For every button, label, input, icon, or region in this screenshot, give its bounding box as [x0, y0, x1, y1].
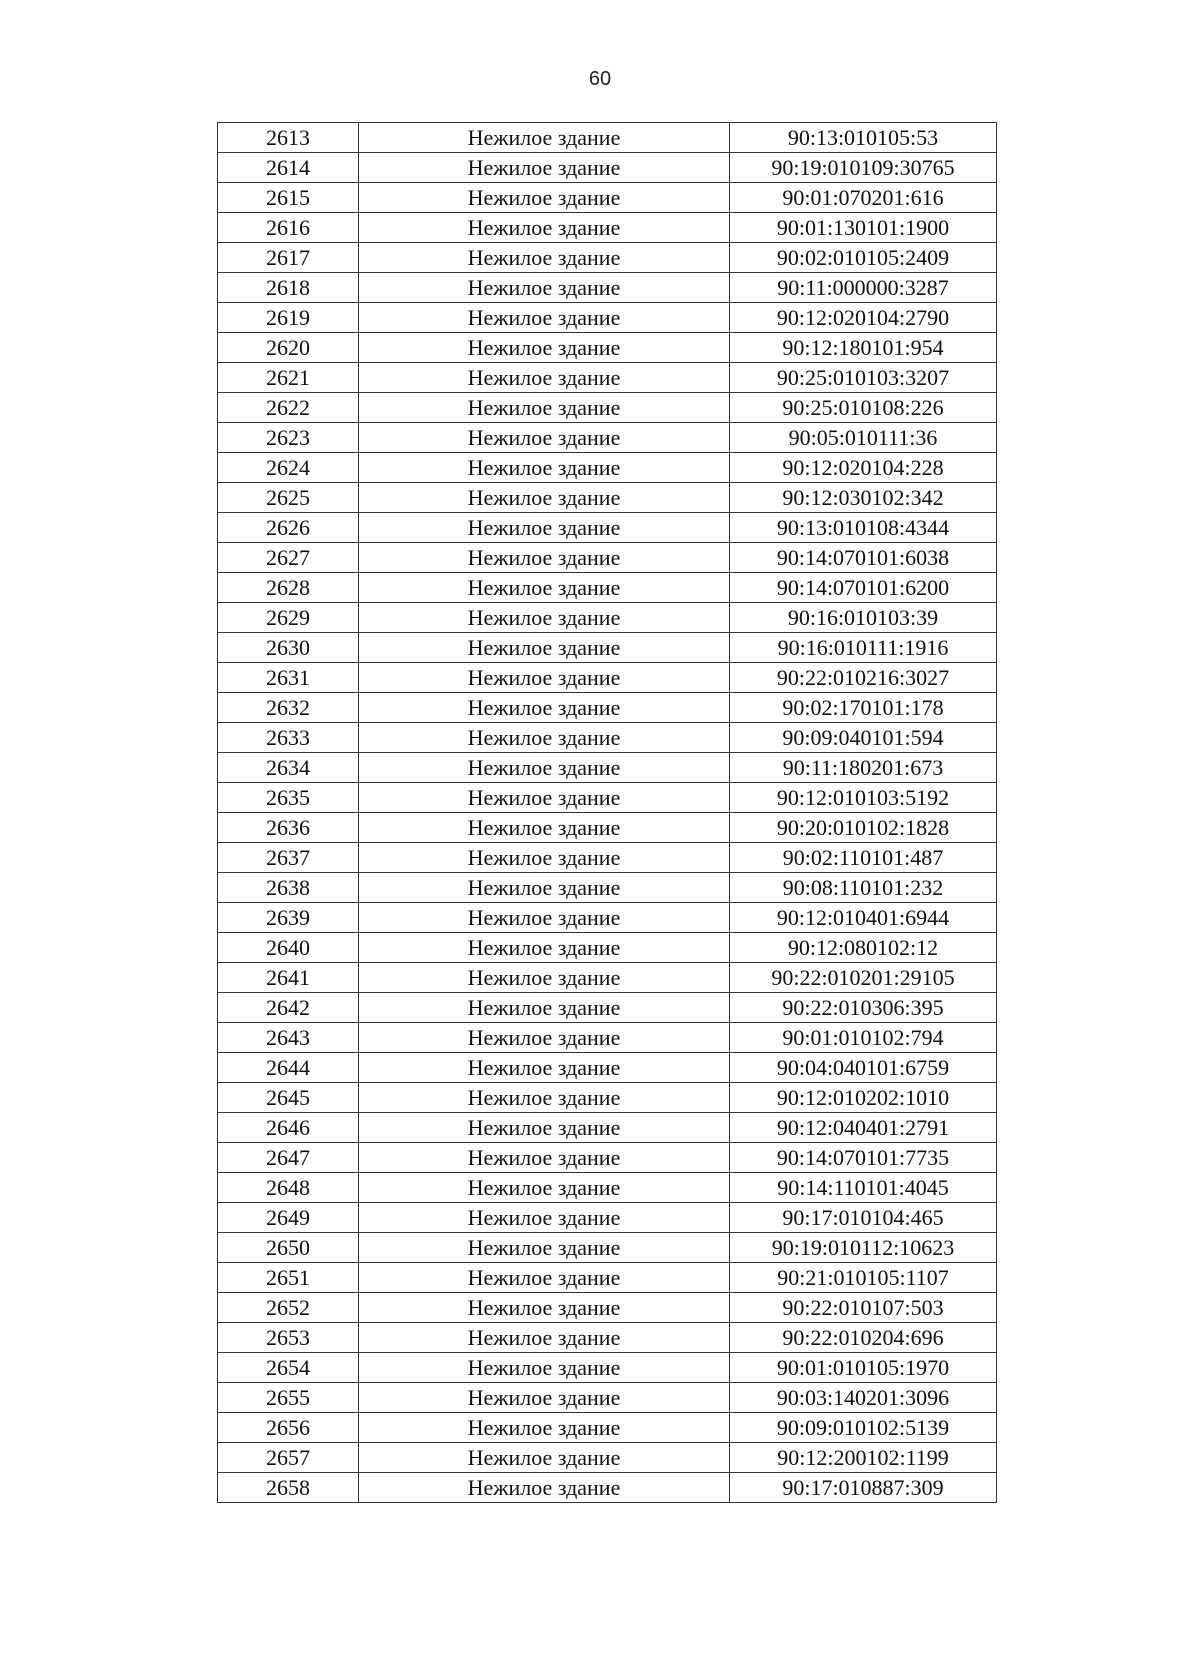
cadastral-number-cell: 90:22:010201:29105 [730, 963, 997, 993]
row-number-cell: 2630 [218, 633, 359, 663]
cadastral-number-cell: 90:22:010306:395 [730, 993, 997, 1023]
row-number-cell: 2634 [218, 753, 359, 783]
table-row [218, 1353, 997, 1383]
table-row [218, 363, 997, 393]
cadastral-number-cell: 90:12:020104:2790 [730, 303, 997, 333]
table-row [218, 243, 997, 273]
row-number-cell: 2642 [218, 993, 359, 1023]
object-type-cell: Нежилое здание [359, 393, 730, 423]
row-number-cell: 2653 [218, 1323, 359, 1353]
row-number-cell: 2654 [218, 1353, 359, 1383]
object-type-cell: Нежилое здание [359, 813, 730, 843]
table-row [218, 1233, 997, 1263]
object-type-cell: Нежилое здание [359, 1113, 730, 1143]
table-row [218, 1413, 997, 1443]
table-row [218, 153, 997, 183]
cadastral-number-cell: 90:12:040401:2791 [730, 1113, 997, 1143]
cadastral-number-cell: 90:05:010111:36 [730, 423, 997, 453]
object-type-cell: Нежилое здание [359, 633, 730, 663]
object-type-cell: Нежилое здание [359, 513, 730, 543]
table-row [218, 993, 997, 1023]
cadastral-number-cell: 90:12:020104:228 [730, 453, 997, 483]
object-type-cell: Нежилое здание [359, 453, 730, 483]
table-row [218, 753, 997, 783]
table-row [218, 1323, 997, 1353]
table-row [218, 1383, 997, 1413]
object-type-cell: Нежилое здание [359, 1293, 730, 1323]
table-body [218, 123, 997, 1503]
table-row [218, 1473, 997, 1503]
row-number-cell: 2625 [218, 483, 359, 513]
row-number-cell: 2643 [218, 1023, 359, 1053]
cadastral-number-cell: 90:04:040101:6759 [730, 1053, 997, 1083]
object-type-cell: Нежилое здание [359, 1053, 730, 1083]
row-number-cell: 2640 [218, 933, 359, 963]
cadastral-number-cell: 90:02:170101:178 [730, 693, 997, 723]
object-type-cell: Нежилое здание [359, 1473, 730, 1503]
cadastral-number-cell: 90:19:010112:10623 [730, 1233, 997, 1263]
row-number-cell: 2639 [218, 903, 359, 933]
cadastral-number-cell: 90:14:070101:7735 [730, 1143, 997, 1173]
cadastral-number-cell: 90:21:010105:1107 [730, 1263, 997, 1293]
table-row [218, 723, 997, 753]
table-row [218, 873, 997, 903]
object-type-cell: Нежилое здание [359, 573, 730, 603]
cadastral-number-cell: 90:11:000000:3287 [730, 273, 997, 303]
table-row [218, 783, 997, 813]
row-number-cell: 2649 [218, 1203, 359, 1233]
row-number-cell: 2617 [218, 243, 359, 273]
object-type-cell: Нежилое здание [359, 693, 730, 723]
cadastral-number-cell: 90:20:010102:1828 [730, 813, 997, 843]
row-number-cell: 2645 [218, 1083, 359, 1113]
row-number-cell: 2655 [218, 1383, 359, 1413]
table-row [218, 303, 997, 333]
cadastral-number-cell: 90:01:010102:794 [730, 1023, 997, 1053]
row-number-cell: 2616 [218, 213, 359, 243]
cadastral-number-cell: 90:01:070201:616 [730, 183, 997, 213]
row-number-cell: 2658 [218, 1473, 359, 1503]
object-type-cell: Нежилое здание [359, 123, 730, 153]
row-number-cell: 2651 [218, 1263, 359, 1293]
table-row [218, 333, 997, 363]
object-type-cell: Нежилое здание [359, 243, 730, 273]
cadastral-number-cell: 90:01:130101:1900 [730, 213, 997, 243]
table-row [218, 843, 997, 873]
table-row [218, 603, 997, 633]
cadastral-number-cell: 90:02:110101:487 [730, 843, 997, 873]
cadastral-number-cell: 90:09:040101:594 [730, 723, 997, 753]
row-number-cell: 2618 [218, 273, 359, 303]
cadastral-number-cell: 90:22:010107:503 [730, 1293, 997, 1323]
object-type-cell: Нежилое здание [359, 1413, 730, 1443]
object-type-cell: Нежилое здание [359, 1263, 730, 1293]
object-type-cell: Нежилое здание [359, 1353, 730, 1383]
object-type-cell: Нежилое здание [359, 333, 730, 363]
table-row [218, 183, 997, 213]
row-number-cell: 2613 [218, 123, 359, 153]
object-type-cell: Нежилое здание [359, 843, 730, 873]
cadastral-number-cell: 90:01:010105:1970 [730, 1353, 997, 1383]
cadastral-number-cell: 90:12:080102:12 [730, 933, 997, 963]
cadastral-number-cell: 90:25:010108:226 [730, 393, 997, 423]
cadastral-number-cell: 90:09:010102:5139 [730, 1413, 997, 1443]
table-row [218, 393, 997, 423]
row-number-cell: 2622 [218, 393, 359, 423]
cadastral-number-cell: 90:16:010103:39 [730, 603, 997, 633]
object-type-cell: Нежилое здание [359, 363, 730, 393]
row-number-cell: 2636 [218, 813, 359, 843]
cadastral-number-cell: 90:12:180101:954 [730, 333, 997, 363]
object-type-cell: Нежилое здание [359, 1383, 730, 1413]
object-type-cell: Нежилое здание [359, 273, 730, 303]
table-row [218, 1443, 997, 1473]
row-number-cell: 2648 [218, 1173, 359, 1203]
table-row [218, 273, 997, 303]
row-number-cell: 2619 [218, 303, 359, 333]
row-number-cell: 2644 [218, 1053, 359, 1083]
object-type-cell: Нежилое здание [359, 1323, 730, 1353]
table-row [218, 693, 997, 723]
object-type-cell: Нежилое здание [359, 423, 730, 453]
cadastral-number-cell: 90:12:030102:342 [730, 483, 997, 513]
cadastral-number-cell: 90:19:010109:30765 [730, 153, 997, 183]
object-type-cell: Нежилое здание [359, 213, 730, 243]
cadastral-number-cell: 90:03:140201:3096 [730, 1383, 997, 1413]
object-type-cell: Нежилое здание [359, 723, 730, 753]
row-number-cell: 2624 [218, 453, 359, 483]
row-number-cell: 2628 [218, 573, 359, 603]
row-number-cell: 2657 [218, 1443, 359, 1473]
object-type-cell: Нежилое здание [359, 783, 730, 813]
cadastral-number-cell: 90:02:010105:2409 [730, 243, 997, 273]
cadastral-number-cell: 90:14:070101:6200 [730, 573, 997, 603]
table-row [218, 1173, 997, 1203]
table-row [218, 483, 997, 513]
table-row [218, 123, 997, 153]
object-type-cell: Нежилое здание [359, 603, 730, 633]
row-number-cell: 2638 [218, 873, 359, 903]
table-row [218, 903, 997, 933]
object-type-cell: Нежилое здание [359, 963, 730, 993]
table-row [218, 1143, 997, 1173]
row-number-cell: 2656 [218, 1413, 359, 1443]
table-row [218, 1293, 997, 1323]
table-row [218, 813, 997, 843]
object-type-cell: Нежилое здание [359, 933, 730, 963]
row-number-cell: 2615 [218, 183, 359, 213]
cadastral-number-cell: 90:17:010887:309 [730, 1473, 997, 1503]
cadastral-number-cell: 90:13:010105:53 [730, 123, 997, 153]
object-type-cell: Нежилое здание [359, 1203, 730, 1233]
object-type-cell: Нежилое здание [359, 663, 730, 693]
table-row [218, 1203, 997, 1233]
table-row [218, 663, 997, 693]
table-row [218, 633, 997, 663]
row-number-cell: 2614 [218, 153, 359, 183]
table-row [218, 513, 997, 543]
object-type-cell: Нежилое здание [359, 1443, 730, 1473]
cadastral-number-cell: 90:08:110101:232 [730, 873, 997, 903]
row-number-cell: 2641 [218, 963, 359, 993]
row-number-cell: 2633 [218, 723, 359, 753]
row-number-cell: 2650 [218, 1233, 359, 1263]
object-type-cell: Нежилое здание [359, 903, 730, 933]
table-row [218, 543, 997, 573]
cadastral-number-cell: 90:12:010103:5192 [730, 783, 997, 813]
row-number-cell: 2646 [218, 1113, 359, 1143]
table-row [218, 1023, 997, 1053]
object-type-cell: Нежилое здание [359, 303, 730, 333]
object-type-cell: Нежилое здание [359, 483, 730, 513]
table-row [218, 213, 997, 243]
cadastral-number-cell: 90:12:010401:6944 [730, 903, 997, 933]
table-row [218, 423, 997, 453]
table-row [218, 1083, 997, 1113]
table-row [218, 933, 997, 963]
row-number-cell: 2620 [218, 333, 359, 363]
object-type-cell: Нежилое здание [359, 543, 730, 573]
object-type-cell: Нежилое здание [359, 153, 730, 183]
row-number-cell: 2623 [218, 423, 359, 453]
cadastral-number-cell: 90:22:010204:696 [730, 1323, 997, 1353]
table-row [218, 1053, 997, 1083]
cadastral-number-cell: 90:11:180201:673 [730, 753, 997, 783]
page-number: 60 [588, 68, 612, 90]
table-row [218, 453, 997, 483]
cadastral-number-cell: 90:17:010104:465 [730, 1203, 997, 1233]
object-type-cell: Нежилое здание [359, 1173, 730, 1203]
table-row [218, 963, 997, 993]
cadastral-number-cell: 90:13:010108:4344 [730, 513, 997, 543]
cadastral-number-cell: 90:14:110101:4045 [730, 1173, 997, 1203]
property-registry-table [217, 122, 997, 1503]
cadastral-number-cell: 90:16:010111:1916 [730, 633, 997, 663]
row-number-cell: 2627 [218, 543, 359, 573]
row-number-cell: 2632 [218, 693, 359, 723]
object-type-cell: Нежилое здание [359, 1023, 730, 1053]
row-number-cell: 2637 [218, 843, 359, 873]
table-row [218, 1263, 997, 1293]
object-type-cell: Нежилое здание [359, 1143, 730, 1173]
object-type-cell: Нежилое здание [359, 753, 730, 783]
row-number-cell: 2621 [218, 363, 359, 393]
row-number-cell: 2647 [218, 1143, 359, 1173]
row-number-cell: 2631 [218, 663, 359, 693]
object-type-cell: Нежилое здание [359, 1083, 730, 1113]
object-type-cell: Нежилое здание [359, 1233, 730, 1263]
object-type-cell: Нежилое здание [359, 183, 730, 213]
object-type-cell: Нежилое здание [359, 993, 730, 1023]
row-number-cell: 2635 [218, 783, 359, 813]
cadastral-number-cell: 90:12:200102:1199 [730, 1443, 997, 1473]
cadastral-number-cell: 90:12:010202:1010 [730, 1083, 997, 1113]
row-number-cell: 2629 [218, 603, 359, 633]
row-number-cell: 2652 [218, 1293, 359, 1323]
table-row [218, 573, 997, 603]
cadastral-number-cell: 90:14:070101:6038 [730, 543, 997, 573]
table-row [218, 1113, 997, 1143]
object-type-cell: Нежилое здание [359, 873, 730, 903]
row-number-cell: 2626 [218, 513, 359, 543]
cadastral-number-cell: 90:22:010216:3027 [730, 663, 997, 693]
cadastral-number-cell: 90:25:010103:3207 [730, 363, 997, 393]
